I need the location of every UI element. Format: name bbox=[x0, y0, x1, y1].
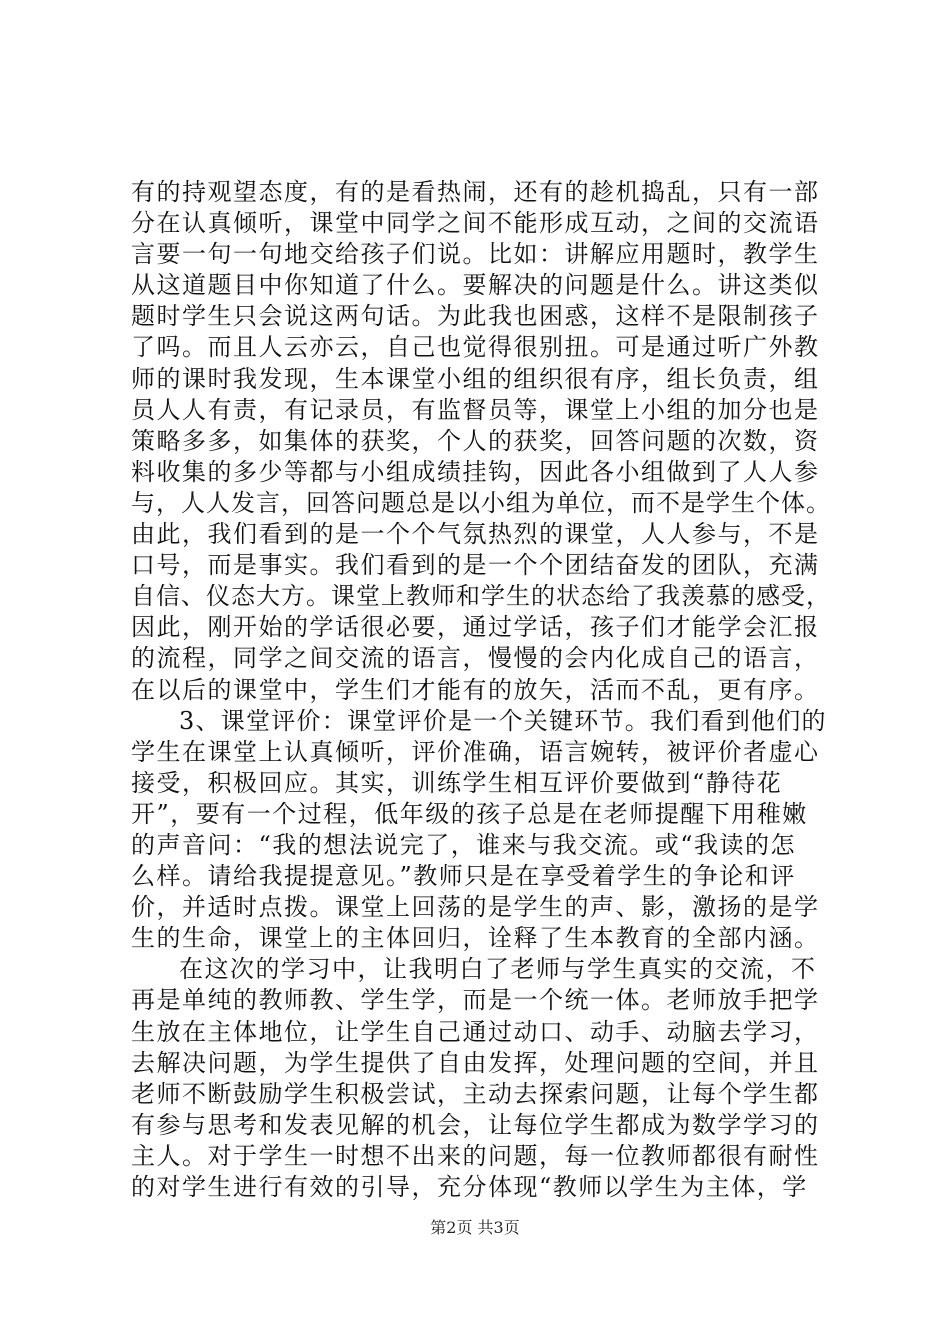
text-line: 再是单纯的教师教、学生学，而是一个统一体。老师放手把学 bbox=[131, 986, 820, 1015]
text-line: 么样。请给我提提意见。”教师只是在享受着学生的争论和评 bbox=[131, 862, 796, 891]
text-line: 去解决问题，为学生提供了自由发挥，处理问题的空间，并且 bbox=[131, 1048, 820, 1077]
text-line: 因此，刚开始的学话很必要，通过学话，孩子们才能学会汇报 bbox=[131, 613, 820, 642]
text-line: 与，人人发言，回答问题总是以小组为单位，而不是学生个体。 bbox=[131, 488, 831, 517]
text-line: 的声音问：“我的想法说完了，谁来与我交流。或“我读的怎 bbox=[131, 830, 797, 859]
text-line: 由此，我们看到的是一个个气氛热烈的课堂，人人参与，不是 bbox=[131, 520, 820, 549]
text-line: 了吗。而且人云亦云，自己也觉得很别扭。可是通过听广外教 bbox=[131, 333, 820, 362]
text-line: 老师不断鼓励学生积极尝试，主动去探索问题，让每个学生都 bbox=[131, 1079, 820, 1108]
text-line: 自信、仪态大方。课堂上教师和学生的状态给了我羡慕的感受， bbox=[131, 582, 831, 611]
page-footer: 第2页 共3页 bbox=[430, 1218, 520, 1237]
text-line: 题时学生只会说这两句话。为此我也困惑，这样不是限制孩子 bbox=[131, 302, 820, 331]
text-line: 料收集的多少等都与小组成绩挂钩，因此各小组做到了人人参 bbox=[131, 457, 820, 486]
text-line: 开”，要有一个过程，低年级的孩子总是在老师提醒下用稚嫩 bbox=[131, 799, 808, 828]
text-line: 师的课时我发现，生本课堂小组的组织很有序，组长负责，组 bbox=[131, 364, 820, 393]
text-line: 策略多多，如集体的获奖，个人的获奖，回答问题的次数，资 bbox=[131, 426, 820, 455]
text-line: 接受，积极回应。其实，训练学生相互评价要做到“静待花 bbox=[131, 768, 783, 797]
text-line: 从这道题目中你知道了什么。要解决的问题是什么。讲这类似 bbox=[131, 271, 820, 300]
text-line: 学生在课堂上认真倾听，评价准确，语言婉转，被评价者虚心 bbox=[131, 737, 820, 766]
text-line: 价，并适时点拨。课堂上回荡的是学生的声、影，激扬的是学 bbox=[131, 893, 820, 922]
text-line: 生放在主体地位，让学生自己通过动口、动手、动脑去学习， bbox=[131, 1017, 820, 1046]
text-line: 员人人有责，有记录员，有监督员等，课堂上小组的加分也是 bbox=[131, 395, 820, 424]
body-text bbox=[131, 177, 831, 1203]
text-line: 的对学生进行有效的引导，充分体现“教师以学生为主体，学 bbox=[131, 1173, 808, 1201]
text-line: 生的生命，课堂上的主体回归，诠释了生本教育的全部内涵。 bbox=[131, 924, 820, 953]
text-line: 在以后的课堂中，学生们才能有的放矢，活而不乱，更有序。 bbox=[131, 675, 820, 704]
text-line: 在这次的学习中，让我明白了老师与学生真实的交流，不 bbox=[179, 955, 817, 984]
text-line: 有的持观望态度，有的是看热闹，还有的趁机捣乱，只有一部 bbox=[131, 178, 820, 206]
text-line: 分在认真倾听，课堂中同学之间不能形成互动，之间的交流语 bbox=[131, 209, 820, 238]
text-line: 有参与思考和发表见解的机会，让每位学生都成为数学学习的 bbox=[131, 1110, 820, 1139]
text-line: 的流程，同学之间交流的语言，慢慢的会内化成自己的语言， bbox=[131, 644, 820, 673]
text-line: 口号，而是事实。我们看到的是一个个团结奋发的团队，充满 bbox=[131, 551, 820, 580]
text-line: 3、课堂评价：课堂评价是一个关键环节。我们看到他们的 bbox=[179, 706, 827, 735]
text-line: 言要一句一句地交给孩子们说。比如：讲解应用题时，教学生 bbox=[131, 240, 820, 269]
text-line: 主人。对于学生一时想不出来的问题，每一位教师都很有耐性 bbox=[131, 1141, 820, 1170]
